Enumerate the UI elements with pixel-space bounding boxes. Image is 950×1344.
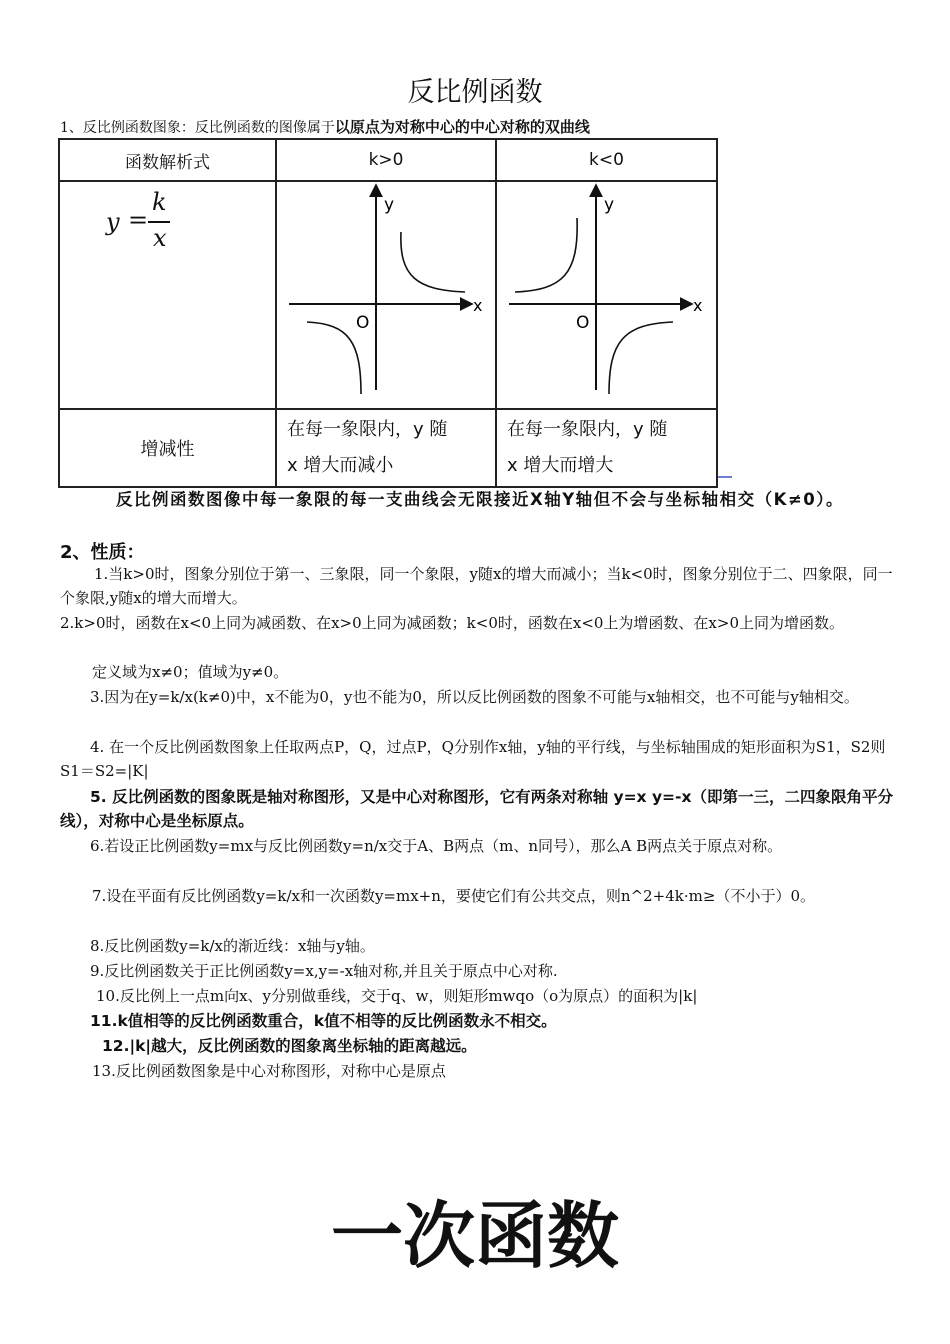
origin-label: O	[576, 313, 590, 333]
x-label: x	[693, 296, 703, 315]
property-7: 7.设在平面有反比例函数y=k/x和一次函数y=mx+n，要使它们有公共交点，则n^2+4k·m≥（不小于）0。	[92, 887, 815, 905]
hyperbola-positive-chart	[277, 182, 493, 404]
property-8: 8.反比例函数y=k/x的渐近线：x轴与y轴。	[90, 937, 375, 955]
formula-denominator: x	[153, 224, 167, 252]
formula-cell	[59, 181, 276, 409]
table-header-row	[59, 139, 717, 181]
intro-prefix: 1、反比例函数图象：反比例函数的图像属于	[60, 120, 335, 136]
property-13: 13.反比例函数图象是中心对称图形，对称中心是原点	[92, 1062, 446, 1080]
intro-emphasis: 以原点为对称中心的中心对称的双曲线	[334, 118, 590, 136]
x-label: x	[473, 296, 483, 315]
formula-fraction-bar	[148, 221, 170, 223]
function-table	[58, 138, 718, 488]
negative-line-2: x 增大而增大	[507, 455, 614, 476]
y-label: y	[384, 195, 395, 215]
blue-underline-mark	[718, 476, 732, 478]
property-4: 4. 在一个反比例函数图象上任取两点P，Q，过点P，Q分别作x轴，y轴的平行线，与坐标轴围成的矩形面积为S1，S2则S1＝S2=|K|	[60, 738, 886, 780]
asymptote-note: 反比例函数图像中每一象限的每一支曲线会无限接近X轴Y轴但不会与坐标轴相交（K≠0）。	[116, 490, 845, 509]
curve-quadrant-4	[609, 322, 673, 394]
curve-quadrant-1	[401, 232, 465, 292]
page-title: 反比例函数	[407, 77, 543, 108]
header-k-negative: k<0	[496, 139, 717, 181]
graph-k-negative	[496, 181, 717, 409]
property-3: 3.因为在y=k/x(k≠0)中，x不能为0，y也不能为0，所以反比例函数的图象不可能与x轴相交，也不可能与y轴相交。	[90, 688, 859, 706]
y-label: y	[604, 195, 615, 215]
property-2: 2.k>0时，函数在x<0上同为减函数、在x>0上同为减函数；k<0时，函数在x<0上为增函数、在x>0上同为增函数。	[60, 614, 845, 632]
monotonicity-label: 增减性	[59, 409, 276, 487]
graph-row	[59, 181, 717, 409]
formula-eq: =	[128, 206, 149, 234]
property-domain: 定义域为x≠0；值域为y≠0。	[92, 663, 289, 681]
property-9: 9.反比例函数关于正比例函数y=x,y=-x轴对称,并且关于原点中心对称.	[90, 962, 558, 980]
origin-label: O	[356, 313, 370, 333]
formula-y: y	[106, 208, 120, 236]
next-chapter-title: 一次函数	[330, 1193, 619, 1278]
property-5: 5. 反比例函数的图象既是轴对称图形，又是中心对称图形，它有两条对称轴 y=x y=-x（即第一三，二四象限角平分线），对称中心是坐标原点。	[60, 788, 893, 830]
formula-numerator: k	[152, 188, 167, 216]
property-11: 11.k值相等的反比例函数重合，k值不相等的反比例函数永不相交。	[90, 1012, 557, 1030]
monotonicity-row	[59, 409, 717, 487]
header-formula: 函数解析式	[59, 139, 276, 181]
monotonicity-positive	[276, 409, 496, 487]
negative-line-1: 在每一象限内，y 随	[507, 419, 668, 440]
property-6: 6.若设正比例函数y=mx与反比例函数y=n/x交于A、B两点（m、n同号），那么A B两点关于原点对称。	[90, 837, 783, 855]
property-12: 12.|k|越大，反比例函数的图象离坐标轴的距离越远。	[102, 1037, 477, 1055]
curve-quadrant-3	[307, 322, 361, 394]
intro-line	[60, 116, 590, 137]
graph-k-positive	[276, 181, 496, 409]
positive-line-2: x 增大而减小	[287, 455, 394, 476]
positive-line-1: 在每一象限内，y 随	[287, 419, 448, 440]
header-k-positive: k>0	[276, 139, 496, 181]
hyperbola-negative-chart	[497, 182, 713, 404]
property-1: 1.当k>0时，图象分别位于第一、三象限，同一个象限，y随x的增大而减小；当k<0时，图象分别位于二、四象限，同一个象限,y随x的增大而增大。	[60, 565, 893, 607]
property-10: 10.反比例上一点m向x、y分别做垂线，交于q、w，则矩形mwqo（o为原点）的面积为|k|	[96, 987, 698, 1005]
curve-quadrant-2	[515, 218, 577, 292]
monotonicity-negative	[496, 409, 717, 487]
section-heading: 2、性质：	[60, 542, 145, 563]
